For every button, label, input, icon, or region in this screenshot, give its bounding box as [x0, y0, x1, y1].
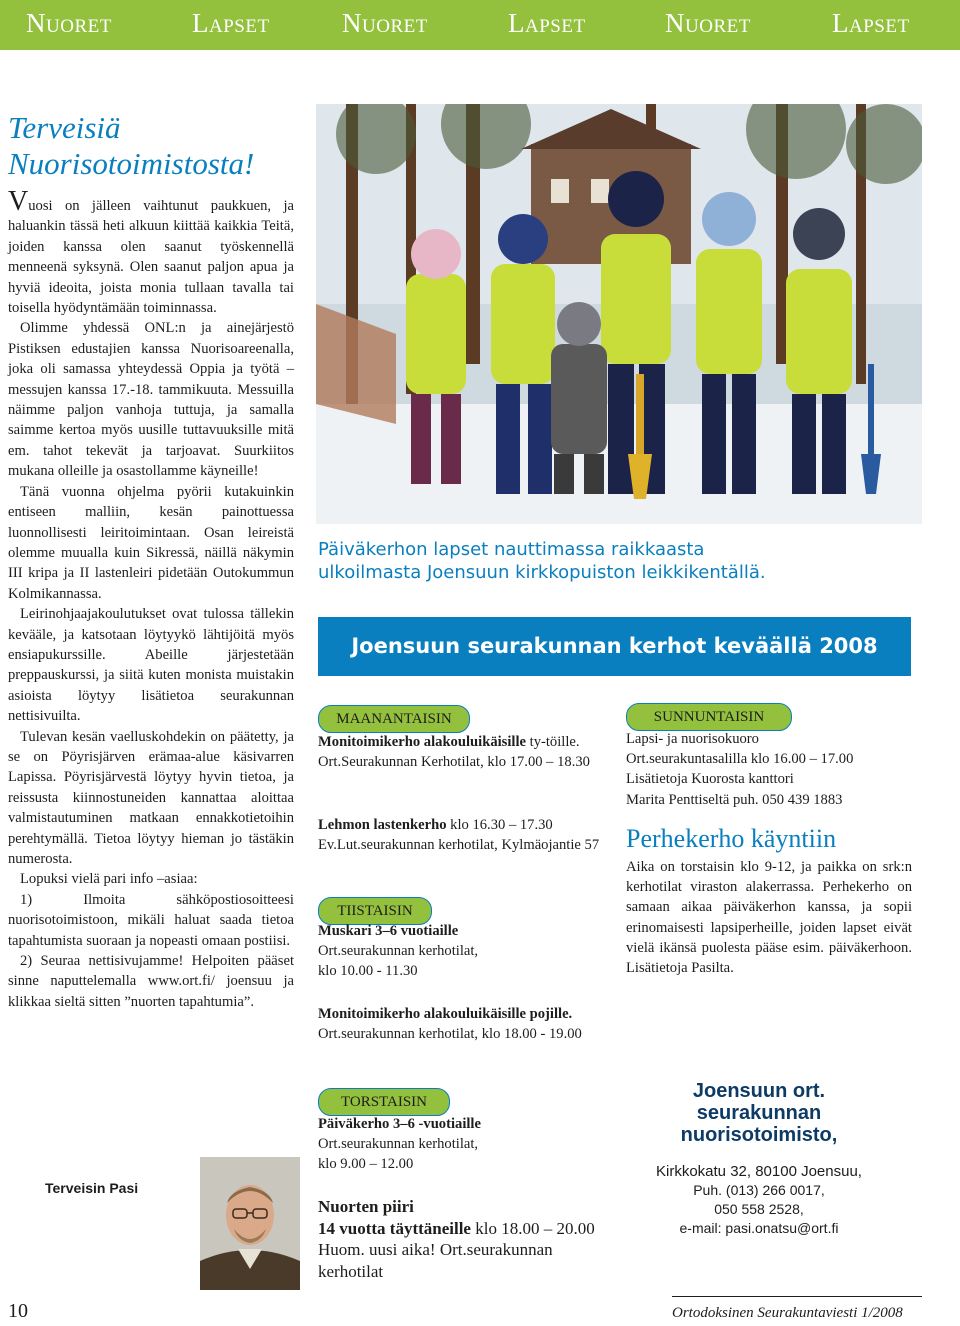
- drop-cap: V: [8, 186, 29, 217]
- club-title: Muskari 3–6 vuotiaille: [318, 923, 459, 939]
- signature: Terveisin Pasi: [45, 1180, 139, 1196]
- club-details: Ort.seurakunnan kerhotilat,: [318, 1136, 479, 1153]
- paragraph: uosi on jälleen vaihtunut paukkuen, ja haluankin tässä heti alkuun kiittää kaikkia Teitä, joiden kanssa olen saanut työskennellä menneenä syksynä. Olen saanut paljon apua ja hyviä ideoita, joista monia tullaan tavalla tai toisella hyödyntämään toiminnassa.: [8, 198, 294, 317]
- contact-title: seurakunnan: [696, 1102, 822, 1124]
- club-title: Monitoimikerho alakouluikäisille pojille.: [318, 1006, 573, 1022]
- club-details: Marita Penttiseltä puh. 050 439 1883: [626, 791, 843, 808]
- tuesday-club-1: [318, 921, 608, 982]
- day-label-monday: MAANANTAISIN: [318, 705, 470, 733]
- contact-email[interactable]: e-mail: pasi.onatsu@ort.fi: [679, 1220, 839, 1236]
- headline-line: Terveisiä: [8, 110, 121, 145]
- contact-box: [640, 1080, 878, 1238]
- sunday-club: [626, 729, 926, 810]
- publication-name: Ortodoksinen Seurakuntaviesti 1/2008: [672, 1305, 903, 1321]
- contact-title: nuorisotoimisto,: [680, 1124, 838, 1146]
- club-title: Lehmon lastenkerho: [318, 817, 447, 833]
- club-details: Lapsi- ja nuorisokuoro: [626, 731, 759, 747]
- page-number: 10: [8, 1300, 28, 1322]
- thursday-club-1: [318, 1114, 608, 1175]
- paragraph: Olimme yhdessä ONL:n ja ainejärjestö Pistiksen edustajien kanssa Nuorisoareenalla, joka oli samassa yhteydessä Oppia ja työtä –messujen kanssa 17.-18. tammikuuta. Messuilla näimme paljon vanhoja tuttuja, ja samalla saimme kertoa myös uusille tuttavuuksille mitä em. tahot tekevät ja tarjoavat. Suurkiitos mukana olleille ja osastollamme käyneille!: [8, 320, 294, 480]
- header-word: Nuoret: [665, 8, 751, 38]
- paragraph: 1) Ilmoita sähköpostiosoitteesi nuorisotoimistoon, mikäli haluat saada tietoa tapahtumista suoraan ja nopeasti omaan postiisi.: [8, 891, 294, 949]
- club-details: klo 18.00 – 20.00 Huom. uusi aika! Ort.seurakunnan kerhotilat: [318, 1218, 595, 1281]
- section-header-band: [0, 0, 960, 50]
- family-club-text: Aika on torstaisin klo 9-12, ja paikka on srk:n kerhotilat viraston alakerrassa. Perhekerho on samaan aikaa päiväkerhon kanssa, ja sopii erinomaisesti lapsiperheille, joiden lapset eivät vielä ikänsä puolesta pääse esim. päiväkerhoon. Lisätietoja Pasilta.: [626, 859, 912, 977]
- paragraph: Tänä vuonna ohjelma pyörii kutakuinkin entiseen malliin, kesän painottuessa luonnollisesti leiritoimintaan. Osan leireistä olemme muualla kuin Sikressä, näillä näkymin III kripa ja II lastenleiri pidetään Outokummun Kolmikannassa.: [8, 483, 294, 602]
- contact-phone: Puh. (013) 266 0017,: [693, 1182, 825, 1198]
- header-word: Lapset: [832, 8, 910, 38]
- paragraph: 2) Seuraa nettisivujamme! Helpoiten pääset sinne naputtelemalla www.ort.fi/ joensuu ja klikkaa sieltä sitten ”nuorten tapahtumia”.: [8, 953, 294, 1010]
- club-details: Ort.seurakuntasalilla klo 16.00 – 17.00: [626, 751, 854, 768]
- club-title: Monitoimikerho alakouluikäisille: [318, 734, 526, 750]
- contact-title: Joensuun ort.: [692, 1080, 826, 1102]
- photo-caption: [318, 538, 918, 584]
- club-details: klo 16.30 – 17.30 Ev.Lut.seurakunnan kerhotilat, Kylmäojantie 57: [318, 817, 600, 854]
- footer-rule: [672, 1296, 922, 1297]
- club-title: 14 vuotta täyttäneille: [318, 1218, 471, 1238]
- monday-club-1: [318, 732, 608, 772]
- club-title: Päiväkerho 3–6 -vuotiaille: [318, 1116, 481, 1132]
- youth-circle: [318, 1196, 608, 1282]
- contact-phone: 050 558 2528,: [714, 1201, 804, 1217]
- day-label-tuesday: TIISTAISIN: [318, 897, 432, 925]
- caption-line: Päiväkerhon lapset nauttimassa raikkaasta: [318, 539, 705, 560]
- paragraph: Leirinohjaajakoulutukset ovat tulossa tällekin kevääle, ja katsotaan löytyykö lähtijöitä myös ensiapukurssille. Abeille järjestetään preppauskurssi, ja siitä kuten monista muistakin asioista löytyy lisätietoa seurakunnan nettisivuilta.: [8, 606, 294, 725]
- author-portrait: [200, 1157, 300, 1290]
- day-label-thursday: TORSTAISIN: [318, 1088, 450, 1116]
- article-headline: [8, 110, 298, 182]
- main-photo: [316, 104, 922, 524]
- monday-club-2: [318, 815, 608, 855]
- club-details: Ort.seurakunnan kerhotilat, klo 18.00 - 19.00: [318, 1026, 582, 1043]
- contact-address: Kirkkokatu 32, 80100 Joensuu,: [656, 1163, 862, 1180]
- family-club-title: Perhekerho käyntiin: [626, 824, 837, 853]
- tuesday-club-2: [318, 1004, 608, 1044]
- day-label-sunday: SUNNUNTAISIN: [626, 703, 792, 731]
- club-details: Ort.seurakunnan kerhotilat,: [318, 943, 479, 960]
- header-word: Nuoret: [26, 8, 112, 38]
- club-details: ty-töille. Ort.Seurakunnan Kerhotilat, klo 17.00 – 18.30: [318, 734, 590, 771]
- club-details: klo 10.00 - 11.30: [318, 963, 418, 980]
- header-word: Lapset: [508, 8, 586, 38]
- paragraph: Tulevan kesän vaelluskohdekin on päätetty, ja se on Pöyrisjärven erämaa-alue käsivarren Lapissa. Pöyrisjärvestä löytyy hyvin tietoa, ja reissusta kiinnostuneiden kannattaa aloittaa valmistautuminen matkaan ennakkotietoihin perehtymällä. Tietoa löytyy hieman jo tästäkin numerosta.: [8, 728, 294, 867]
- header-word: Nuoret: [342, 8, 428, 38]
- caption-line: ulkoilmasta Joensuun kirkkopuiston leikkikentällä.: [318, 562, 766, 583]
- header-word: Lapset: [192, 8, 270, 38]
- article-body: [8, 186, 294, 1012]
- club-details: klo 9.00 – 12.00: [318, 1156, 414, 1173]
- paragraph: Lopuksi vielä pari info –asiaa:: [20, 871, 198, 888]
- clubs-banner: Joensuun seurakunnan kerhot keväällä 2008: [318, 617, 911, 676]
- headline-line: Nuorisotoimistosta!: [8, 146, 255, 181]
- club-details: Lisätietoja Kuorosta kanttori: [626, 771, 794, 788]
- club-title: Nuorten piiri: [318, 1197, 414, 1216]
